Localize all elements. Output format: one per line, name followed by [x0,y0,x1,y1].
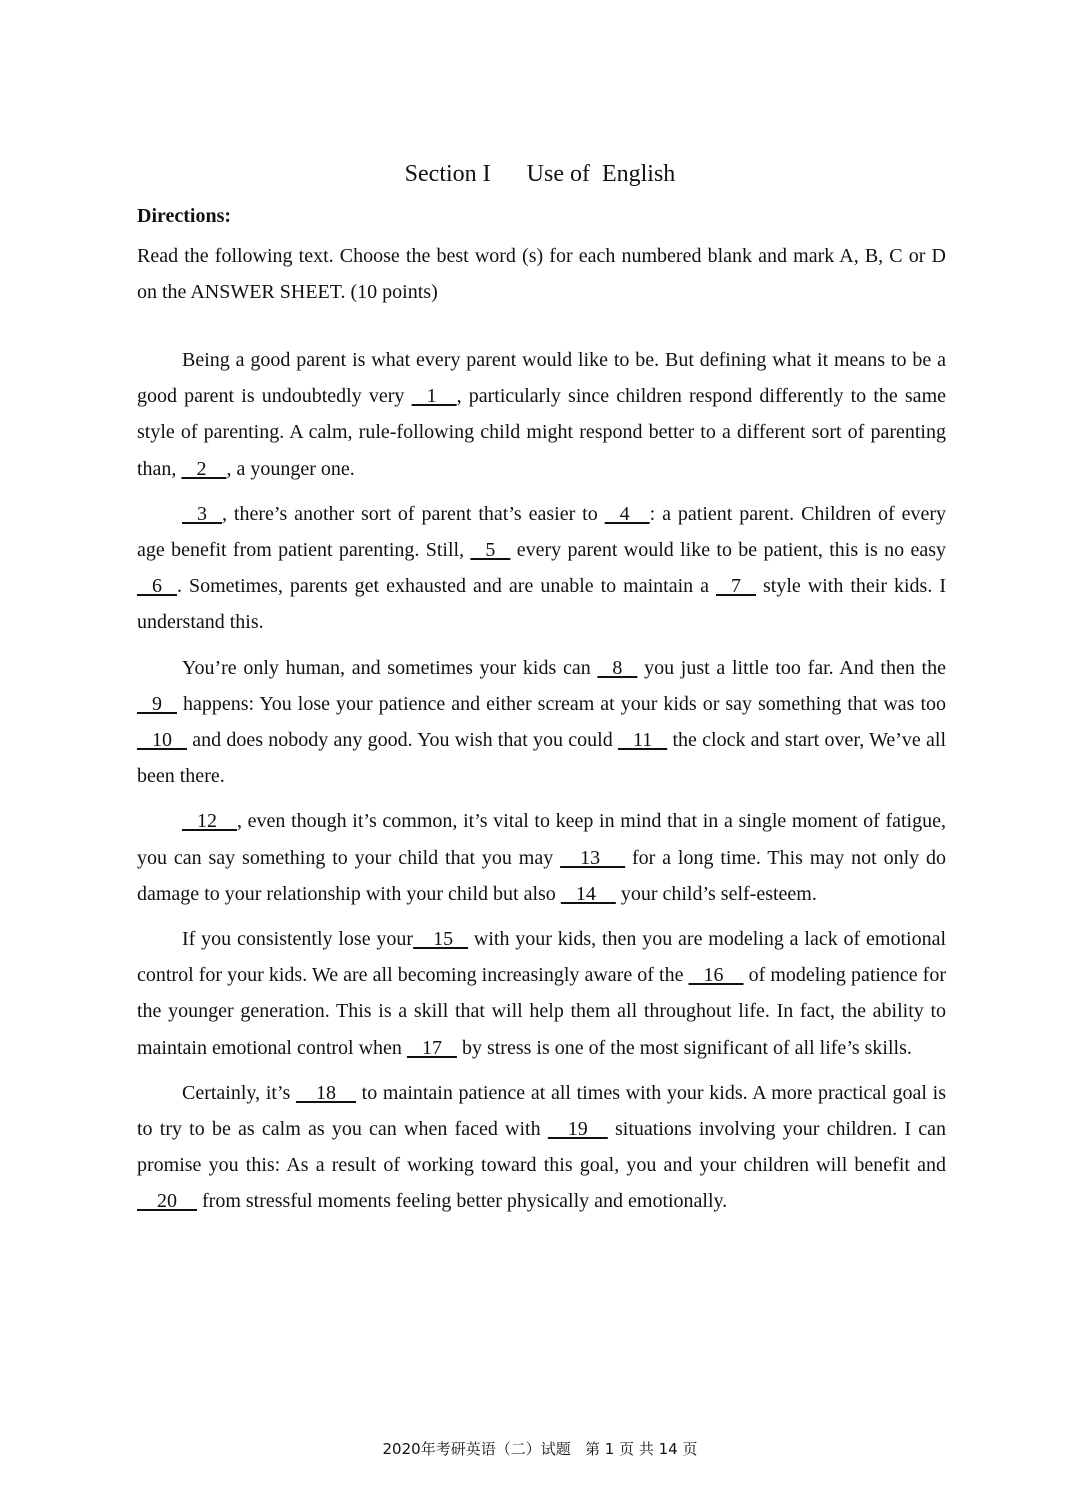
paragraph-text: by stress is one of the most significant of all life’s skills. [456,1036,912,1059]
paragraph-text: to maintain patience at all times with your kids. A more practical goal is to try to be as calm as you can when faced with [137,1081,946,1141]
paragraph-text: for a long time. This may not only do damage to your relationship with your child but also [137,846,947,905]
paragraph-text: , a younger one. [226,457,355,480]
blank-9: 9 [137,692,177,715]
blank-6: 6 [137,575,177,598]
paragraph-text: , even though it’s common, it’s vital to keep in mind that in a single moment of fatigue, you can say something to your child that you may [137,810,946,869]
blank-1: 1 [411,385,457,408]
blank-20: 20 [137,1190,197,1213]
paragraph-text: , particularly since children respond differently to the same style of parenting. A calm, rule-following child might respond better to a different sort of parenting than, [137,385,946,480]
paragraph-5 [137,921,946,1066]
paragraph-text: happens: You lose your patience and either scream at your kids or say something that was too [177,692,946,715]
paragraph-text: and does nobody any good. You wish that you could [187,729,618,752]
blank-7: 7 [716,575,757,598]
blank-8: 8 [597,656,638,679]
blank-12: 12 [182,810,237,833]
paragraph-text: you just a little too far. And then the [637,656,946,679]
cloze-passage [137,342,946,1220]
blank-14: 14 [560,882,616,905]
paragraph-4 [137,803,946,912]
paragraph-text: from stressful moments feeling better physically and emotionally. [197,1190,728,1213]
paragraph-6 [137,1075,946,1220]
blank-4: 4 [604,502,650,525]
paragraph-text: , there’s another sort of parent that’s easier to [222,502,605,525]
paragraph-text: If you consistently lose your [182,928,414,951]
paragraph-text: situations involving your children. I can promise you this: As a result of working toward this goal, you and your children will benefit and [137,1118,946,1177]
paragraph-text: Being a good parent is what every parent would like to be. But defining what it means to be a good parent is undoubtedly very [137,349,946,408]
paragraph-1 [137,342,946,487]
directions-label: Directions: [137,205,232,227]
paragraph-2 [137,496,946,641]
blank-18: 18 [295,1081,356,1104]
blank-16: 16 [688,964,744,987]
blank-3: 3 [182,502,222,525]
blank-19: 19 [547,1118,608,1141]
blank-5: 5 [470,539,511,562]
paragraph-text: : a patient parent. Children of every age benefit from patient parenting. Still, [137,502,946,562]
paragraph-text: every parent would like to be patient, this is no easy [510,539,946,562]
paragraph-text: your child’s self-esteem. [615,882,817,905]
directions-text: Read the following text. Choose the best word (s) for each numbered blank and mark A, B, C or D on the ANSWER SHEET. (10 points) [137,245,946,303]
paragraph-text: . Sometimes, parents get exhausted and are unable to maintain a [177,575,717,598]
paragraph-text: style with their kids. I understand this. [137,575,946,634]
blank-11: 11 [617,729,668,752]
paragraph-text: You’re only human, and sometimes your kids can [182,656,598,679]
paragraph-text: with your kids, then you are modeling a lack of emotional control for your kids. We are all becoming increasingly aware of the [137,928,947,987]
paragraph-text: of modeling patience for the younger generation. This is a skill that will help them all throughout life. In fact, the ability to maintain emotional control when [137,964,946,1059]
blank-17: 17 [406,1036,457,1059]
blank-15: 15 [413,928,469,951]
paragraph-text: Certainly, it’s [182,1081,296,1104]
blank-2: 2 [181,457,227,480]
blank-13: 13 [560,846,626,869]
blank-10: 10 [137,729,187,752]
page-footer: 2020年考研英语（二）试题 第 1 页 共 14 页 [382,1440,698,1458]
paragraph-text: the clock and start over, We’ve all been there. [137,729,946,788]
paragraph-3 [137,650,946,795]
section-title: Section I Use of English [404,161,676,187]
